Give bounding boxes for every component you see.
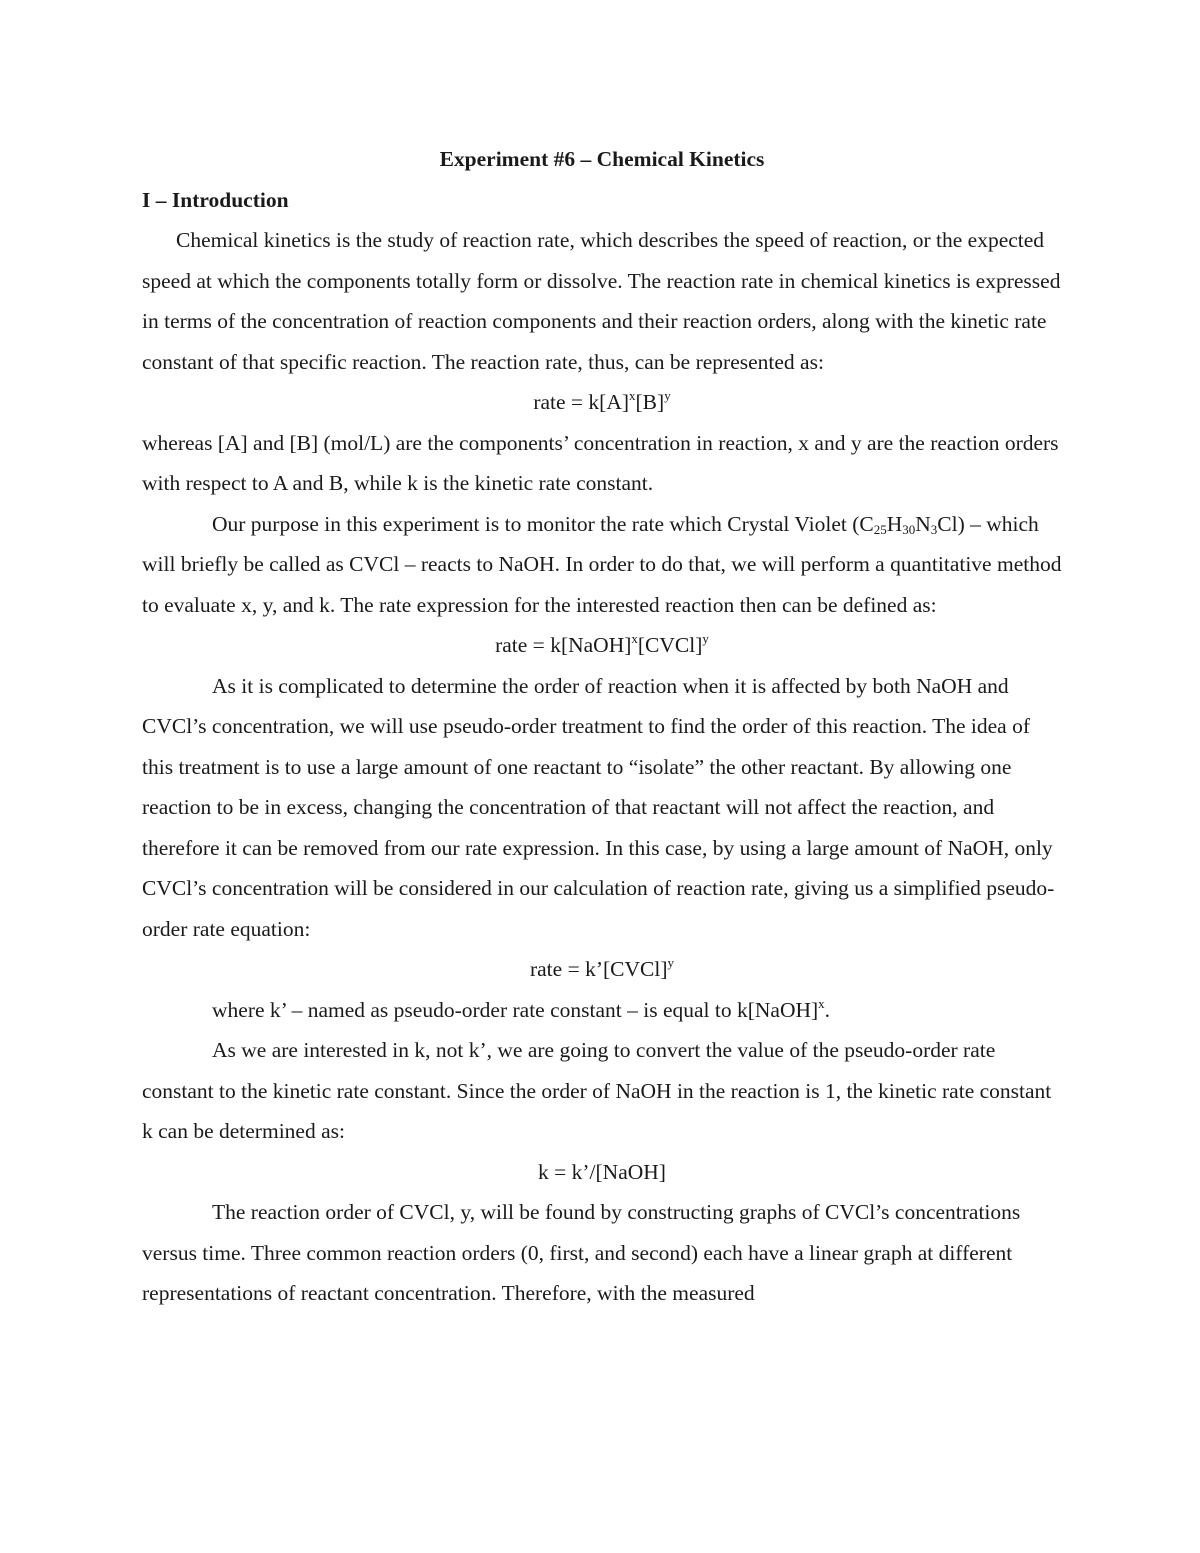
document-title: Experiment #6 – Chemical Kinetics	[439, 147, 765, 171]
equation-exponent: x	[631, 631, 638, 646]
equation-text: rate = k[A]	[533, 390, 630, 414]
subscript: 30	[902, 521, 916, 537]
paragraph-conversion: As we are interested in k, not k’, we are going to convert the value of the pseudo-order rate constant to the kinetic rate constant. Since the order of NaOH in the reaction is 1, the kinetic rate constant k can be determined as:	[142, 1038, 1052, 1143]
paragraph-intro: Chemical kinetics is the study of reaction rate, which describes the speed of reaction, or the expected speed at which the components totally form or dissolve. The reaction rate in chemical kinetics is expressed in terms of the concentration of reaction components and their reaction orders, along with the kinetic rate constant of that specific reaction. The reaction rate, thus, can be represented as:	[142, 228, 1061, 374]
superscript: x	[818, 995, 825, 1011]
paragraph-reaction-order: The reaction order of CVCl, y, will be found by constructing graphs of CVCl’s concentrations versus time. Three common reaction orders (0, first, and second) each have a linear graph at different representations of reactant concentration. Therefore, with the measured	[142, 1200, 1021, 1305]
equation-text: [CVCl]	[637, 633, 703, 657]
equation-exponent: y	[667, 955, 674, 970]
paragraph-text: Our purpose in this experiment is to monitor the rate which Crystal Violet (C	[212, 511, 874, 536]
paragraph-text: Cl) – which will briefly be called as CVCl – reacts to NaOH. In order to do that, we will perform a quantitative method to evaluate x, y, and k. The rate expression for the interested reaction then can be defined as:	[142, 511, 1062, 617]
equation-exponent: x	[629, 388, 636, 403]
document-body	[142, 139, 1062, 1314]
paragraph-text: where k’ – named as pseudo-order rate constant – is equal to k[NaOH]	[212, 997, 819, 1022]
subscript: 3	[930, 521, 938, 537]
equation-text: rate = k’[CVCl]	[529, 957, 668, 981]
equation-text: rate = k[NaOH]	[495, 633, 632, 657]
equation-naoh-cvcl-rate	[142, 625, 1062, 666]
paragraph-purpose	[142, 504, 1062, 626]
paragraph-k-prime	[142, 990, 1062, 1031]
paragraph-text: N	[915, 511, 931, 536]
section-heading-introduction: I – Introduction	[142, 187, 289, 212]
equation-k: k = k’/[NaOH]	[538, 1159, 666, 1184]
paragraph-text: .	[824, 997, 831, 1022]
paragraph-pseudo-order: As it is complicated to determine the order of reaction when it is affected by both NaOH and CVCl’s concentration, we will use pseudo-order treatment to find the order of this reaction. The idea of this treatment is to use a large amount of one reactant to “isolate” the other reactant. By allowing one reaction to be in excess, changing the concentration of that reactant will not affect the reaction, and therefore it can be removed from our rate expression. In this case, by using a large amount of NaOH, only CVCl’s concentration will be considered in our calculation of reaction rate, giving us a simplified pseudo-order rate equation:	[142, 673, 1055, 941]
equation-exponent: y	[664, 388, 671, 403]
equation-pseudo-rate	[142, 949, 1062, 990]
paragraph-text: H	[886, 511, 903, 536]
equation-general-rate	[142, 382, 1062, 423]
equation-text: [B]	[635, 390, 665, 414]
equation-exponent: y	[702, 631, 709, 646]
paragraph-definitions: whereas [A] and [B] (mol/L) are the components’ concentration in reaction, x and y are the reaction orders with respect to A and B, while k is the kinetic rate constant.	[142, 430, 1059, 495]
subscript: 25	[873, 521, 887, 537]
